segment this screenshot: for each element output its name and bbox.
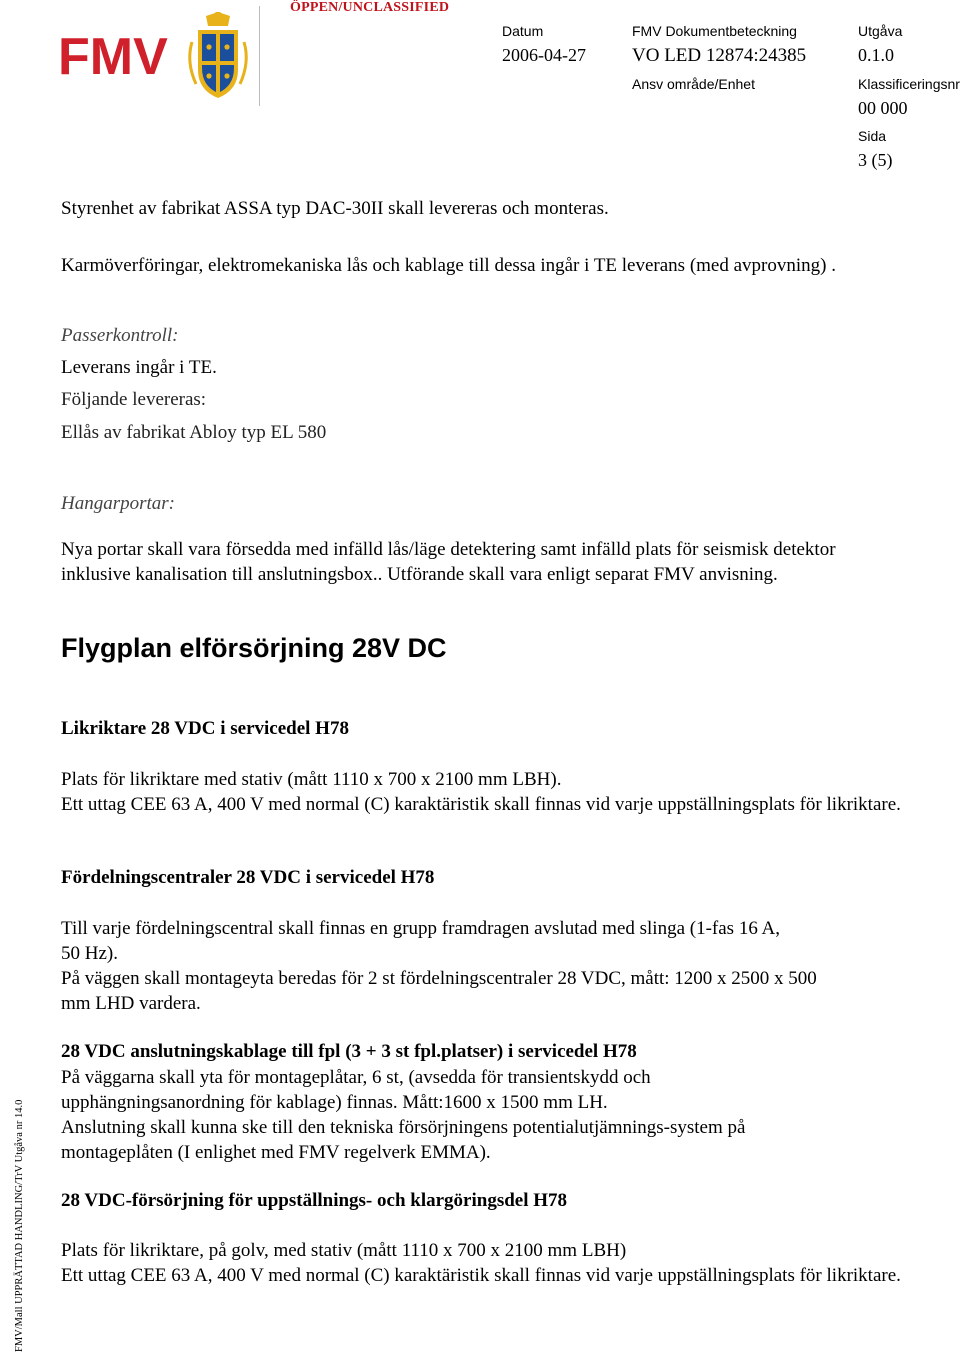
paragraph-styrenhet: Styrenhet av fabrikat ASSA typ DAC-30II skall levereras och monteras. (61, 198, 609, 219)
utgava-value: 0.1.0 (858, 45, 894, 65)
forsorjning-line-2: Ett uttag CEE 63 A, 400 V med normal (C) karaktäristik skall finnas vid varje uppställningsplats för likriktare. (61, 1265, 901, 1286)
passer-line-1: Leverans ingår i TE. (61, 357, 217, 378)
main-heading: Flygplan elförsörjning 28V DC (61, 633, 447, 663)
hangar-heading: Hangarportar: (61, 493, 176, 514)
forsorjning-line-1: Plats för likriktare, på golv, med stativ (mått 1110 x 700 x 2100 mm LBH) (61, 1240, 627, 1261)
section-fordelning-heading: Fördelningscentraler 28 VDC i servicedel H78 (61, 867, 435, 888)
hangar-text: Nya portar skall vara försedda med infälld lås/läge detektering samt infälld plats för seismisk detektor inklusive kanalisation till anslutningsbox.. Utförande skall vara enligt separat FMV anvisning. (61, 539, 836, 585)
sida-value: 3 (5) (858, 150, 893, 170)
section-forsorjning-heading: 28 VDC-försörjning för uppställnings- och klargöringsdel H78 (61, 1190, 568, 1211)
beteckning-label: FMV Dokumentbeteckning (632, 23, 797, 39)
paragraph-karmoverforingar: Karmöverföringar, elektromekaniska lås och kablage till dessa ingår i TE leverans (med avprovning) . (61, 255, 836, 276)
crest-icon (190, 12, 247, 98)
sida-label: Sida (858, 128, 887, 144)
anslutning-line-2: Anslutning skall kunna ske till den tekniska försörjningens potentialutjämnings-system på montageplåten (I enlighet med FMV regelverk EMMA). (61, 1117, 746, 1163)
section-likriktare-heading: Likriktare 28 VDC i servicedel H78 (61, 718, 349, 739)
likriktare-line-2: Ett uttag CEE 63 A, 400 V med normal (C) karaktäristik skall finnas vid varje uppställningsplats för likriktare. (61, 794, 901, 815)
template-footer-text: FMV/Mall UPPRÄTTAD HANDLING/TrV Utgåva nr 14.0 (14, 1099, 25, 1352)
passer-line-2: Följande levereras: (61, 389, 207, 410)
datum-label: Datum (502, 23, 544, 39)
klass-value: 00 000 (858, 98, 908, 118)
fmv-logo-graphic (58, 12, 258, 102)
utgava-label: Utgåva (858, 23, 903, 39)
header-divider (259, 6, 260, 106)
fordelning-line-1: Till varje fördelningscentral skall finnas en grupp framdragen avslutad med slinga (1-fas 16 A, 50 Hz). (61, 918, 781, 964)
logo-text: FMV (58, 28, 168, 86)
datum-value: 2006-04-27 (502, 45, 586, 65)
fordelning-line-2: På väggen skall montageyta beredas för 2 st fördelningscentraler 28 VDC, mått: 1200 x 2500 x 500 mm LHD vardera. (61, 968, 817, 1014)
likriktare-line-1: Plats för likriktare med stativ (mått 1110 x 700 x 2100 mm LBH). (61, 769, 562, 790)
passer-line-3: Ellås av fabrikat Abloy typ EL 580 (61, 422, 327, 443)
fmv-logo (58, 12, 258, 102)
passer-heading: Passerkontroll: (61, 325, 179, 346)
classification-label: ÖPPEN/UNCLASSIFIED (290, 0, 450, 15)
section-anslutning-heading: 28 VDC anslutningskablage till fpl (3 + 3 st fpl.platser) i servicedel H78 (61, 1041, 637, 1062)
anslutning-line-1: På väggarna skall yta för montageplåtar, 6 st, (avsedda för transientskydd och upphängningsanordning för kablage) finnas. Mått:1600 x 1500 mm LH. (61, 1067, 651, 1113)
beteckning-value: VO LED 12874:24385 (632, 45, 807, 66)
ansv-label: Ansv område/Enhet (632, 76, 755, 92)
klass-label: Klassificeringsnr (858, 76, 960, 92)
